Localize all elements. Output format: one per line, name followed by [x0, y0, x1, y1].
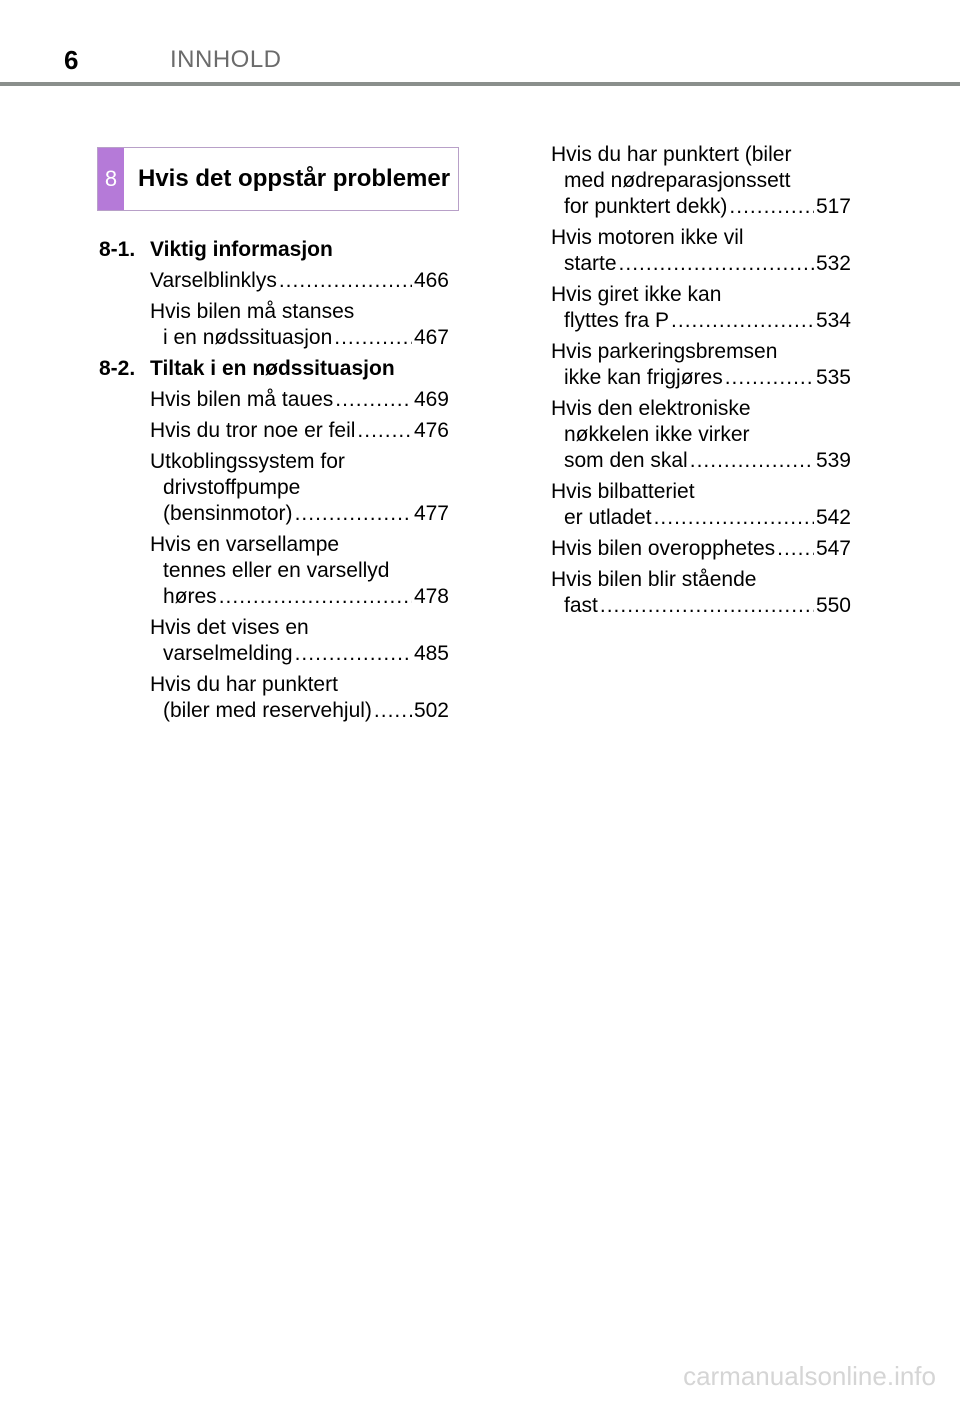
toc-entry-text: Hvis bilen overopphetes [551, 537, 776, 560]
toc-entry-text: Hvis en varsellampe [150, 533, 340, 556]
toc-page-number: 534 [815, 309, 851, 332]
toc-entry[interactable] [551, 142, 851, 220]
dot-leader [729, 194, 814, 220]
dot-leader [295, 501, 412, 527]
toc-page-number: 467 [413, 326, 449, 349]
section-heading [99, 356, 449, 382]
watermark: carmanualsonline.info [683, 1361, 936, 1391]
toc-entry-line [150, 584, 449, 610]
toc-entry[interactable] [551, 567, 851, 619]
chapter-number: 8 [98, 148, 124, 210]
toc-entry-line [150, 641, 449, 667]
toc-entry-line [150, 449, 449, 475]
toc-entry-line [150, 698, 449, 724]
toc-entry-text: som den skal [564, 449, 688, 472]
header-rule [0, 82, 960, 86]
toc-entry-text: Hvis bilbatteriet [551, 480, 695, 503]
dot-leader [619, 251, 814, 277]
toc-entry-line [551, 505, 851, 531]
running-header-title: INNHOLD [170, 46, 282, 73]
toc-page-number: 469 [413, 388, 449, 411]
toc-page-number: 476 [413, 419, 449, 442]
toc-page-number: 532 [815, 252, 851, 275]
toc-entry-text: tennes eller en varsellyd [163, 559, 390, 582]
toc-entry-text: ikke kan frigjøres [564, 366, 723, 389]
section-title: Tiltak i en nødssituasjon [150, 357, 395, 380]
toc-entry-line [551, 422, 851, 448]
toc-entry-text: Hvis du har punktert (biler [551, 143, 792, 166]
toc-entry-text: nøkkelen ikke virker [564, 423, 750, 446]
toc-entry-text: Hvis bilen må taues [150, 388, 334, 411]
toc-entry-line [150, 558, 449, 584]
toc-entry-line [150, 325, 449, 351]
toc-entry-line [551, 142, 851, 168]
toc-entry-line [150, 672, 449, 698]
toc-entry-line [551, 479, 851, 505]
toc-entry-line [551, 448, 851, 474]
toc-entry[interactable] [99, 387, 449, 413]
dot-leader [374, 698, 412, 724]
toc-entry-line [551, 396, 851, 422]
toc-entry-list [99, 387, 449, 724]
toc-entry-text: Hvis bilen må stanses [150, 300, 355, 323]
chapter-heading-box [97, 147, 459, 211]
toc-left-column [99, 237, 449, 729]
toc-entry-list [99, 268, 449, 351]
toc-entry-text: høres [163, 585, 217, 608]
toc-entry-line [551, 308, 851, 334]
toc-entry-line [551, 282, 851, 308]
page-number: 6 [64, 45, 79, 75]
dot-leader [600, 593, 814, 619]
toc-entry-line [150, 475, 449, 501]
toc-entry-text: i en nødssituasjon [163, 326, 333, 349]
dot-leader [335, 387, 412, 413]
toc-entry-text: drivstoffpumpe [163, 476, 301, 499]
toc-page-number: 547 [815, 537, 851, 560]
dot-leader [295, 641, 412, 667]
toc-page-number: 478 [413, 585, 449, 608]
toc-entry-line [551, 536, 851, 562]
toc-entry-text: Hvis bilen blir stående [551, 568, 757, 591]
toc-entry[interactable] [99, 672, 449, 724]
dot-leader [334, 325, 412, 351]
toc-entry-text: Hvis den elektroniske [551, 397, 751, 420]
toc-entry-line [551, 365, 851, 391]
toc-entry-line [150, 532, 449, 558]
toc-page-number: 535 [815, 366, 851, 389]
toc-entry-text: Hvis giret ikke kan [551, 283, 722, 306]
toc-entry-line [150, 501, 449, 527]
dot-leader [357, 418, 412, 444]
toc-entry-text: flyttes fra P [564, 309, 670, 332]
toc-right-column [551, 142, 851, 624]
toc-entry-text: Utkoblingssystem for [150, 450, 345, 473]
toc-entry[interactable] [551, 225, 851, 277]
section-number: 8-1. [99, 238, 136, 261]
toc-entry-line [150, 268, 449, 294]
toc-entry-line [551, 567, 851, 593]
toc-page-number: 542 [815, 506, 851, 529]
chapter-title: Hvis det oppstår problemer [138, 165, 451, 192]
dot-leader [777, 536, 814, 562]
toc-entry-line [551, 339, 851, 365]
toc-page-number: 517 [815, 195, 851, 218]
toc-entry-text: Hvis parkeringsbremsen [551, 340, 778, 363]
toc-entry[interactable] [99, 532, 449, 610]
toc-entry-line [551, 251, 851, 277]
dot-leader [725, 365, 814, 391]
toc-entry-line [551, 168, 851, 194]
toc-page-number: 485 [413, 642, 449, 665]
toc-entry[interactable] [99, 449, 449, 527]
toc-entry-text: varselmelding [163, 642, 293, 665]
toc-entry-text: (bensinmotor) [163, 502, 293, 525]
toc-entry-line [551, 194, 851, 220]
toc-entry-text: Hvis motoren ikke vil [551, 226, 744, 249]
toc-entry[interactable] [99, 268, 449, 294]
toc-entry[interactable] [99, 615, 449, 667]
section-title: Viktig informasjon [150, 238, 333, 261]
toc-entry-text: fast [564, 594, 598, 617]
toc-entry-text: for punktert dekk) [564, 195, 728, 218]
toc-entry-list [551, 142, 851, 619]
toc-entry-line [150, 418, 449, 444]
toc-entry-line [150, 615, 449, 641]
toc-entry[interactable] [99, 299, 449, 351]
toc-page-number: 550 [815, 594, 851, 617]
toc-page-number: 466 [413, 269, 449, 292]
section-heading [99, 237, 449, 263]
toc-entry-text: starte [564, 252, 617, 275]
dot-leader [279, 268, 412, 294]
toc-entry[interactable] [551, 282, 851, 334]
toc-entry-text: (biler med reservehjul) [163, 699, 372, 722]
toc-entry[interactable] [551, 396, 851, 474]
toc-entry-line [150, 299, 449, 325]
toc-entry-line [551, 593, 851, 619]
dot-leader [219, 584, 412, 610]
toc-page-number: 502 [413, 699, 449, 722]
toc-entry-text: Hvis du har punktert [150, 673, 338, 696]
toc-entry[interactable] [551, 339, 851, 391]
toc-entry-text: Varselblinklys [150, 269, 277, 292]
dot-leader [690, 448, 814, 474]
toc-entry[interactable] [551, 479, 851, 531]
dot-leader [671, 308, 814, 334]
toc-page-number: 539 [815, 449, 851, 472]
toc-entry[interactable] [99, 418, 449, 444]
toc-page-number: 477 [413, 502, 449, 525]
section-number: 8-2. [99, 357, 136, 380]
dot-leader [654, 505, 814, 531]
toc-entry-text: er utladet [564, 506, 652, 529]
toc-entry-text: Hvis det vises en [150, 616, 309, 639]
toc-entry-text: med nødreparasjonssett [564, 169, 791, 192]
toc-entry-text: Hvis du tror noe er feil [150, 419, 356, 442]
toc-entry-line [551, 225, 851, 251]
toc-entry-line [150, 387, 449, 413]
toc-entry[interactable] [551, 536, 851, 562]
